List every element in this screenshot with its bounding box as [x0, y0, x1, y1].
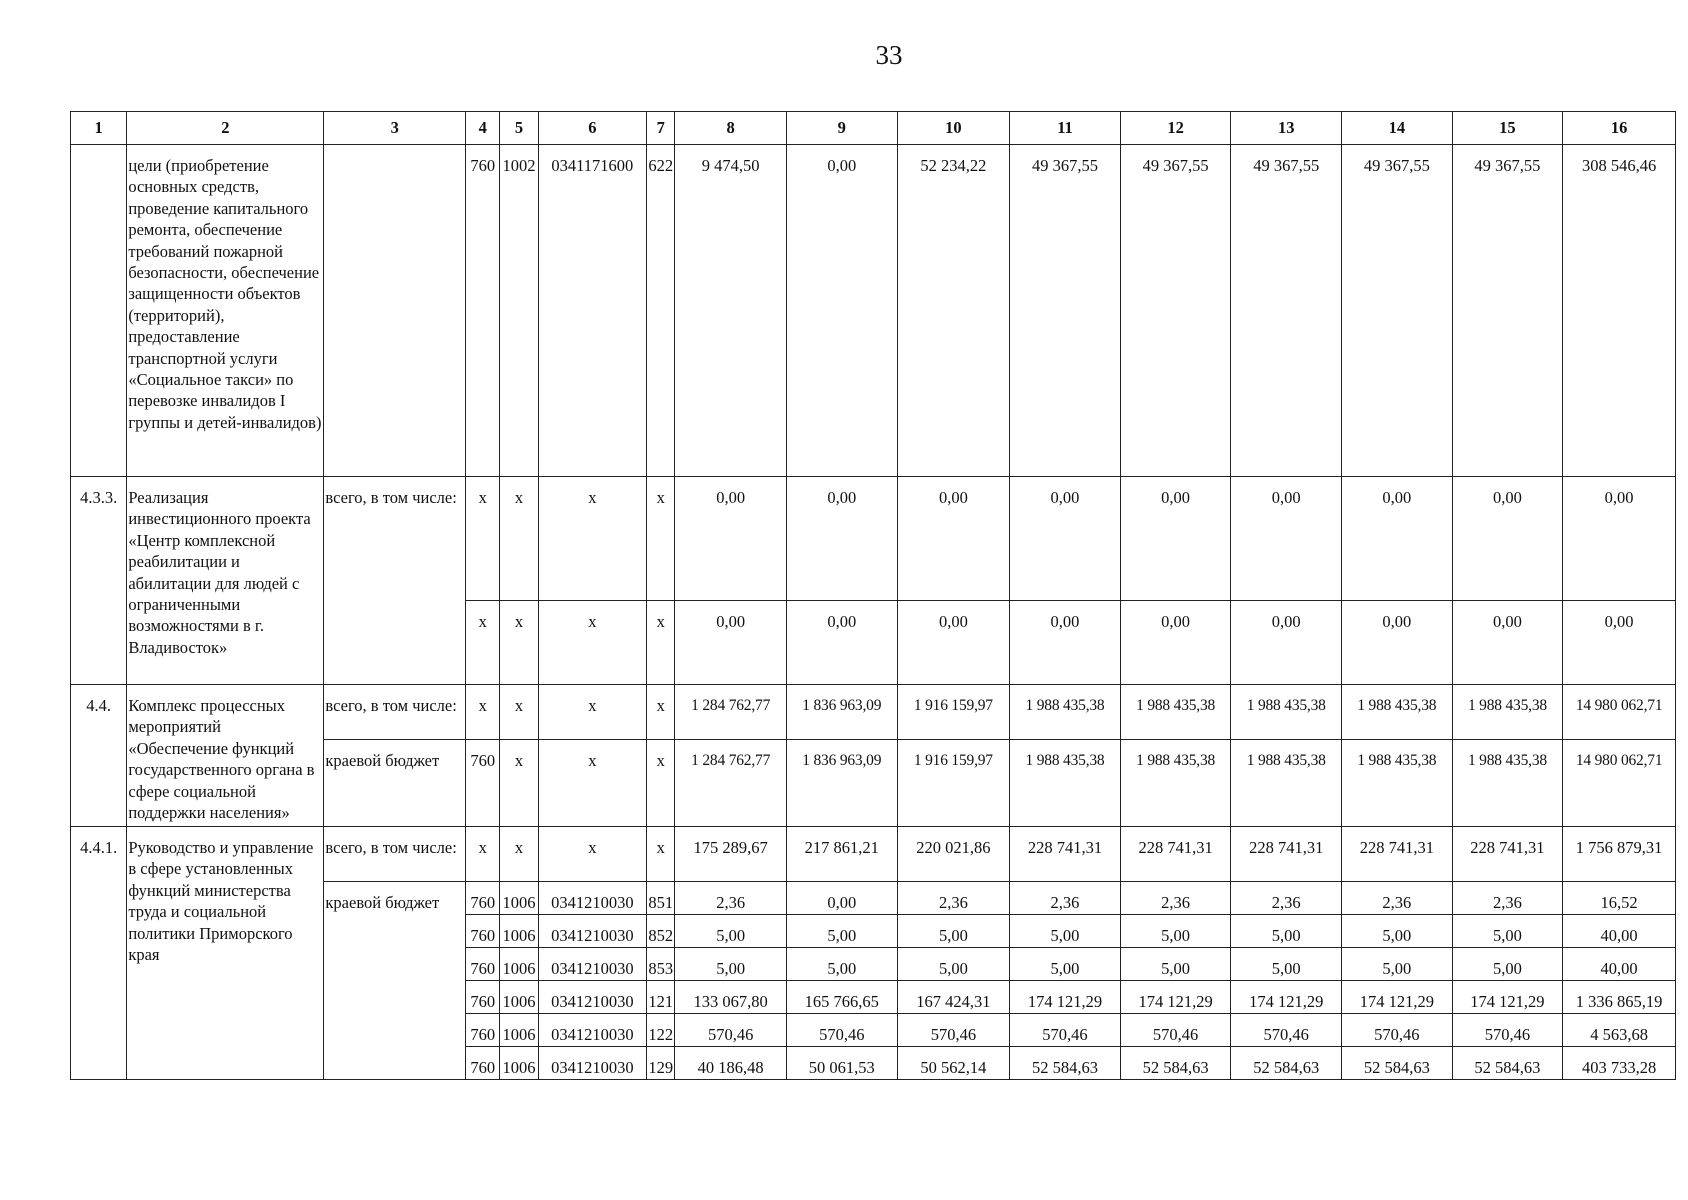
- value-cell: 2,36: [1452, 882, 1563, 915]
- value-cell: 14 980 062,71: [1563, 685, 1676, 740]
- item-number-cell: 4.4.: [71, 685, 127, 827]
- value-cell: 174 121,29: [1452, 981, 1563, 1014]
- value-cell: 1 988 435,38: [1120, 685, 1231, 740]
- value-cell: 2,36: [1342, 882, 1453, 915]
- value-cell: 0,00: [897, 477, 1010, 601]
- value-cell: 228 741,31: [1120, 827, 1231, 882]
- code-cell: 1002: [500, 145, 538, 477]
- code-cell: x: [500, 685, 538, 740]
- value-cell: 0,00: [675, 477, 787, 601]
- value-cell: 5,00: [1120, 915, 1231, 948]
- value-cell: 0,00: [1231, 477, 1342, 601]
- value-cell: 0,00: [1452, 601, 1563, 685]
- col-header: 14: [1342, 112, 1453, 145]
- value-cell: 50 562,14: [897, 1047, 1010, 1080]
- value-cell: 133 067,80: [675, 981, 787, 1014]
- value-cell: 2,36: [1231, 882, 1342, 915]
- value-cell: 0,00: [1342, 601, 1453, 685]
- value-cell: 5,00: [1342, 948, 1453, 981]
- value-cell: 1 988 435,38: [1342, 685, 1453, 740]
- item-name-cell: цели (приобретение основных средств, проведение капитального ремонта, обеспечение требований пожарной безопасности, обеспечение защищенности объектов (территорий), предоставление транспортной услуги «Социальное такси» по перевозке инвалидов I группы и детей-инвалидов): [127, 145, 324, 477]
- source-cell: всего, в том числе:: [324, 685, 466, 740]
- code-cell: 0341210030: [538, 1047, 647, 1080]
- value-cell: 49 367,55: [1452, 145, 1563, 477]
- code-cell: 121: [647, 981, 675, 1014]
- source-cell: всего, в том числе:: [324, 827, 466, 882]
- value-cell: 570,46: [1452, 1014, 1563, 1047]
- value-cell: 49 367,55: [1231, 145, 1342, 477]
- value-cell: 1 988 435,38: [1010, 740, 1121, 827]
- value-cell: 40 186,48: [675, 1047, 787, 1080]
- value-cell: 0,00: [1231, 601, 1342, 685]
- value-cell: 1 916 159,97: [897, 685, 1010, 740]
- value-cell: 0,00: [897, 601, 1010, 685]
- value-cell: 174 121,29: [1231, 981, 1342, 1014]
- code-cell: 760: [466, 1047, 500, 1080]
- code-cell: 851: [647, 882, 675, 915]
- item-name-cell: Комплекс процессных мероприятий «Обеспечение функций государственного органа в сфере социальной поддержки населения»: [127, 685, 324, 827]
- col-header: 12: [1120, 112, 1231, 145]
- value-cell: 5,00: [1452, 915, 1563, 948]
- value-cell: 0,00: [786, 145, 897, 477]
- code-cell: x: [466, 685, 500, 740]
- value-cell: 9 474,50: [675, 145, 787, 477]
- code-cell: 760: [466, 740, 500, 827]
- value-cell: 5,00: [897, 948, 1010, 981]
- code-cell: 0341210030: [538, 882, 647, 915]
- code-cell: x: [538, 740, 647, 827]
- value-cell: 0,00: [786, 601, 897, 685]
- value-cell: 5,00: [786, 915, 897, 948]
- value-cell: 1 988 435,38: [1010, 685, 1121, 740]
- value-cell: 0,00: [786, 882, 897, 915]
- value-cell: 0,00: [786, 477, 897, 601]
- value-cell: 1 988 435,38: [1452, 685, 1563, 740]
- code-cell: x: [466, 827, 500, 882]
- table-row: [71, 145, 1676, 477]
- col-header: 7: [647, 112, 675, 145]
- value-cell: 1 284 762,77: [675, 740, 787, 827]
- value-cell: 570,46: [1120, 1014, 1231, 1047]
- code-cell: x: [500, 477, 538, 601]
- code-cell: x: [647, 827, 675, 882]
- budget-table: [70, 111, 1676, 1080]
- code-cell: 122: [647, 1014, 675, 1047]
- code-cell: 1006: [500, 981, 538, 1014]
- value-cell: 52 584,63: [1342, 1047, 1453, 1080]
- code-cell: 0341210030: [538, 981, 647, 1014]
- value-cell: 5,00: [1120, 948, 1231, 981]
- code-cell: 1006: [500, 915, 538, 948]
- code-cell: 0341210030: [538, 1014, 647, 1047]
- value-cell: 5,00: [1010, 915, 1121, 948]
- code-cell: x: [500, 740, 538, 827]
- col-header: 1: [71, 112, 127, 145]
- code-cell: 853: [647, 948, 675, 981]
- col-header: 13: [1231, 112, 1342, 145]
- value-cell: 5,00: [1452, 948, 1563, 981]
- value-cell: 1 988 435,38: [1120, 740, 1231, 827]
- col-header: 9: [786, 112, 897, 145]
- value-cell: 175 289,67: [675, 827, 787, 882]
- value-cell: 2,36: [897, 882, 1010, 915]
- item-number-cell: 4.4.1.: [71, 827, 127, 1080]
- page-number: 33: [875, 40, 903, 70]
- code-cell: x: [647, 685, 675, 740]
- code-cell: x: [538, 477, 647, 601]
- value-cell: 1 988 435,38: [1231, 740, 1342, 827]
- item-number-cell: 4.3.3.: [71, 477, 127, 685]
- value-cell: 52 234,22: [897, 145, 1010, 477]
- value-cell: 0,00: [1452, 477, 1563, 601]
- code-cell: 622: [647, 145, 675, 477]
- item-name-cell: Реализация инвестиционного проекта «Центр комплексной реабилитации и абилитации для людей с ограниченными возможностями в г. Владивосток»: [127, 477, 324, 685]
- value-cell: 174 121,29: [1120, 981, 1231, 1014]
- value-cell: 1 988 435,38: [1452, 740, 1563, 827]
- value-cell: 1 836 963,09: [786, 685, 897, 740]
- table-row: [71, 477, 1676, 601]
- value-cell: 5,00: [675, 915, 787, 948]
- code-cell: 1006: [500, 882, 538, 915]
- value-cell: 0,00: [1563, 477, 1676, 601]
- col-header: 15: [1452, 112, 1563, 145]
- item-name-cell: Руководство и управление в сфере установленных функций министерства труда и социальной политики Приморского края: [127, 827, 324, 1080]
- value-cell: 40,00: [1563, 948, 1676, 981]
- header-row: [71, 112, 1676, 145]
- col-header: 5: [500, 112, 538, 145]
- value-cell: 228 741,31: [1231, 827, 1342, 882]
- code-cell: x: [466, 477, 500, 601]
- col-header: 2: [127, 112, 324, 145]
- value-cell: 1 988 435,38: [1342, 740, 1453, 827]
- value-cell: 165 766,65: [786, 981, 897, 1014]
- value-cell: 1 336 865,19: [1563, 981, 1676, 1014]
- source-cell: всего, в том числе:: [324, 477, 466, 685]
- value-cell: 49 367,55: [1120, 145, 1231, 477]
- item-number-cell: [71, 145, 127, 477]
- value-cell: 5,00: [675, 948, 787, 981]
- code-cell: x: [647, 601, 675, 685]
- col-header: 4: [466, 112, 500, 145]
- value-cell: 52 584,63: [1120, 1047, 1231, 1080]
- value-cell: 1 988 435,38: [1231, 685, 1342, 740]
- source-cell: [324, 145, 466, 477]
- code-cell: 760: [466, 948, 500, 981]
- value-cell: 0,00: [1010, 601, 1121, 685]
- value-cell: 40,00: [1563, 915, 1676, 948]
- code-cell: 760: [466, 145, 500, 477]
- code-cell: 0341210030: [538, 915, 647, 948]
- code-cell: 129: [647, 1047, 675, 1080]
- col-header: 8: [675, 112, 787, 145]
- value-cell: 0,00: [1563, 601, 1676, 685]
- value-cell: 1 836 963,09: [786, 740, 897, 827]
- value-cell: 5,00: [786, 948, 897, 981]
- source-cell: краевой бюджет: [324, 882, 466, 1080]
- value-cell: 16,52: [1563, 882, 1676, 915]
- code-cell: x: [500, 601, 538, 685]
- value-cell: 0,00: [1120, 477, 1231, 601]
- code-cell: x: [538, 601, 647, 685]
- code-cell: 0341171600: [538, 145, 647, 477]
- value-cell: 1 756 879,31: [1563, 827, 1676, 882]
- value-cell: 49 367,55: [1010, 145, 1121, 477]
- value-cell: 174 121,29: [1342, 981, 1453, 1014]
- value-cell: 5,00: [897, 915, 1010, 948]
- value-cell: 228 741,31: [1342, 827, 1453, 882]
- code-cell: x: [538, 827, 647, 882]
- value-cell: 5,00: [1231, 915, 1342, 948]
- code-cell: x: [647, 477, 675, 601]
- value-cell: 52 584,63: [1452, 1047, 1563, 1080]
- table-row: [71, 827, 1676, 882]
- code-cell: 760: [466, 915, 500, 948]
- code-cell: 760: [466, 1014, 500, 1047]
- value-cell: 0,00: [1342, 477, 1453, 601]
- col-header: 10: [897, 112, 1010, 145]
- value-cell: 2,36: [675, 882, 787, 915]
- value-cell: 14 980 062,71: [1563, 740, 1676, 827]
- value-cell: 52 584,63: [1231, 1047, 1342, 1080]
- value-cell: 4 563,68: [1563, 1014, 1676, 1047]
- value-cell: 49 367,55: [1342, 145, 1453, 477]
- value-cell: 570,46: [897, 1014, 1010, 1047]
- code-cell: x: [466, 601, 500, 685]
- code-cell: 1006: [500, 948, 538, 981]
- value-cell: 5,00: [1010, 948, 1121, 981]
- value-cell: 570,46: [675, 1014, 787, 1047]
- code-cell: 852: [647, 915, 675, 948]
- value-cell: 0,00: [1120, 601, 1231, 685]
- value-cell: 5,00: [1231, 948, 1342, 981]
- value-cell: 228 741,31: [1010, 827, 1121, 882]
- code-cell: 1006: [500, 1014, 538, 1047]
- code-cell: x: [500, 827, 538, 882]
- value-cell: 52 584,63: [1010, 1047, 1121, 1080]
- code-cell: 760: [466, 981, 500, 1014]
- value-cell: 403 733,28: [1563, 1047, 1676, 1080]
- value-cell: 1 284 762,77: [675, 685, 787, 740]
- value-cell: 174 121,29: [1010, 981, 1121, 1014]
- value-cell: 228 741,31: [1452, 827, 1563, 882]
- code-cell: x: [538, 685, 647, 740]
- value-cell: 570,46: [1342, 1014, 1453, 1047]
- value-cell: 217 861,21: [786, 827, 897, 882]
- value-cell: 0,00: [675, 601, 787, 685]
- code-cell: 760: [466, 882, 500, 915]
- value-cell: 5,00: [1342, 915, 1453, 948]
- value-cell: 1 916 159,97: [897, 740, 1010, 827]
- source-cell: краевой бюджет: [324, 740, 466, 827]
- value-cell: 220 021,86: [897, 827, 1010, 882]
- value-cell: 308 546,46: [1563, 145, 1676, 477]
- col-header: 3: [324, 112, 466, 145]
- value-cell: 167 424,31: [897, 981, 1010, 1014]
- value-cell: 0,00: [1010, 477, 1121, 601]
- value-cell: 50 061,53: [786, 1047, 897, 1080]
- code-cell: x: [647, 740, 675, 827]
- code-cell: 0341210030: [538, 948, 647, 981]
- col-header: 11: [1010, 112, 1121, 145]
- value-cell: 570,46: [1010, 1014, 1121, 1047]
- col-header: 16: [1563, 112, 1676, 145]
- value-cell: 570,46: [1231, 1014, 1342, 1047]
- table-row: [71, 685, 1676, 740]
- code-cell: 1006: [500, 1047, 538, 1080]
- value-cell: 2,36: [1120, 882, 1231, 915]
- value-cell: 570,46: [786, 1014, 897, 1047]
- value-cell: 2,36: [1010, 882, 1121, 915]
- col-header: 6: [538, 112, 647, 145]
